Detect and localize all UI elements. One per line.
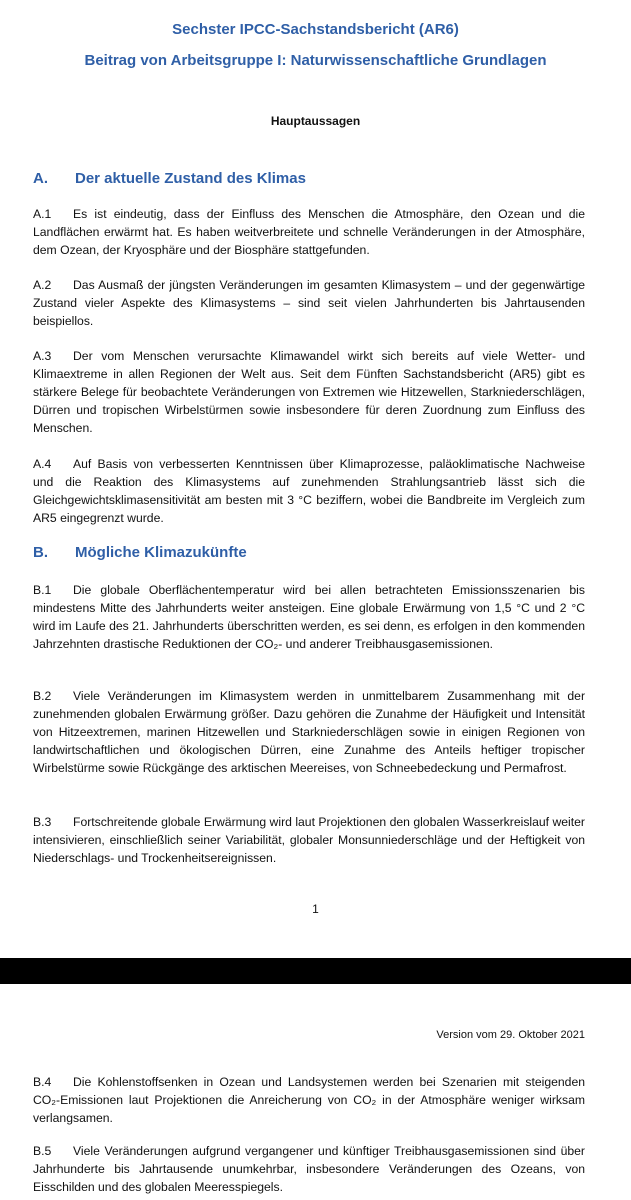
- section-letter: B.: [33, 544, 48, 561]
- paragraph-number: A.3: [33, 349, 52, 363]
- page-number: 1: [312, 902, 319, 916]
- paragraph-a1: [33, 205, 585, 259]
- paragraph-number: B.2: [33, 689, 52, 703]
- paragraph-number: A.4: [33, 457, 52, 471]
- paragraph-number: B.5: [33, 1144, 52, 1158]
- paragraph-a3: [33, 347, 585, 437]
- section-title: Mögliche Klimazukünfte: [75, 544, 247, 561]
- paragraph-text: Der vom Menschen verursachte Klimawandel wirkt sich bereits auf viele Wetter- und Klimaextreme in allen Regionen der Welt aus. Seit dem Fünften Sachstandsbericht (AR5) gibt es stärkere Belege für beobachtete Veränderungen von Extremen wie Hitzewellen, Starkniederschlägen, Dürren und tropischen Wirbelstürmen sowie insbesondere für deren Zuordnung zum Einfluss des Menschen.: [33, 349, 585, 435]
- section-heading-b: [33, 544, 247, 562]
- paragraph-b3: [33, 813, 585, 867]
- document-title: Sechster IPCC-Sachstandsbericht (AR6): [172, 21, 459, 38]
- paragraph-number: A.1: [33, 207, 52, 221]
- paragraph-text: Fortschreitende globale Erwärmung wird laut Projektionen den globalen Wasserkreislauf weiter intensivieren, einschließlich seiner Variabilität, globaler Monsunniederschläge und der Heftigkeit von Niederschlags- und Trockenheitsereignissen.: [33, 815, 585, 865]
- paragraph-text: Viele Veränderungen aufgrund vergangener und künftiger Treibhausgasemissionen sind über Jahrhunderte bis Jahrtausende unumkehrbar, insbesondere Veränderungen des Ozeans, von Eisschilden und des globalen Meeresspiegels.: [33, 1144, 585, 1194]
- paragraph-b1: [33, 581, 585, 653]
- key-messages-heading: Hauptaussagen: [270, 114, 361, 128]
- paragraph-number: A.2: [33, 278, 52, 292]
- paragraph-b5: [33, 1142, 585, 1196]
- paragraph-a4: [33, 455, 585, 527]
- section-letter: A.: [33, 170, 48, 187]
- page-break: [0, 958, 631, 984]
- section-heading-a: [33, 170, 306, 188]
- paragraph-text: Viele Veränderungen im Klimasystem werden in unmittelbarem Zusammenhang mit der zunehmenden globalen Erwärmung größer. Dazu gehören die Zunahme der Häufigkeit und Intensität von Hitzeextremen, marinen Hitzewellen und Starkniederschlägen sowie in einigen Regionen von landwirtschaftlichen und ökologischen Dürren, eine Zunahme des Anteils heftiger tropischer Wirbelstürme sowie Rückgänge des arktischen Meereises, von Schneebedeckung und Permafrost.: [33, 689, 585, 775]
- document-subtitle: Beitrag von Arbeitsgruppe I: Naturwissenschaftliche Grundlagen: [84, 52, 547, 69]
- section-title: Der aktuelle Zustand des Klimas: [75, 170, 306, 187]
- paragraph-text: Die Kohlenstoffsenken in Ozean und Landsystemen werden bei Szenarien mit steigenden CO₂-Emissionen laut Projektionen die Anreicherung von CO₂ in der Atmosphäre weniger wirksam verlangsamen.: [33, 1075, 585, 1125]
- paragraph-number: B.4: [33, 1075, 52, 1089]
- paragraph-number: B.3: [33, 815, 52, 829]
- version-date: Version vom 29. Oktober 2021: [436, 1029, 585, 1041]
- paragraph-a2: [33, 276, 585, 330]
- paragraph-text: Die globale Oberflächentemperatur wird bei allen betrachteten Emissionsszenarien bis mindestens Mitte des Jahrhunderts weiter ansteigen. Eine globale Erwärmung von 1,5 °C und 2 °C wird im Laufe des 21. Jahrhunderts überschritten werden, es sei denn, es erfolgen in den kommenden Jahrzehnten drastische Reduktionen der CO₂- und anderer Treibhausgasemissionen.: [33, 583, 585, 651]
- paragraph-text: Das Ausmaß der jüngsten Veränderungen im gesamten Klimasystem – und der gegenwärtige Zustand vieler Aspekte des Klimasystems – sind seit vielen Jahrhunderten bis Jahrtausenden beispiellos.: [33, 278, 585, 328]
- document-page-2: [0, 984, 631, 1200]
- paragraph-text: Auf Basis von verbesserten Kenntnissen über Klimaprozesse, paläoklimatische Nachweise und die Reaktion des Klimasystems auf zunehmenden Strahlungsantrieb lässt sich die Gleichgewichtsklimasensitivität am besten mit 3 °C beziffern, wobei die Bandbreite im Vergleich zum AR5 eingegrenzt wurde.: [33, 457, 585, 525]
- paragraph-text: Es ist eindeutig, dass der Einfluss des Menschen die Atmosphäre, den Ozean und die Landflächen erwärmt hat. Es haben weitverbreitete und schnelle Veränderungen in der Atmosphäre, dem Ozean, der Kryosphäre und der Biosphäre stattgefunden.: [33, 207, 585, 257]
- paragraph-number: B.1: [33, 583, 52, 597]
- paragraph-b2: [33, 687, 585, 777]
- paragraph-b4: [33, 1073, 585, 1127]
